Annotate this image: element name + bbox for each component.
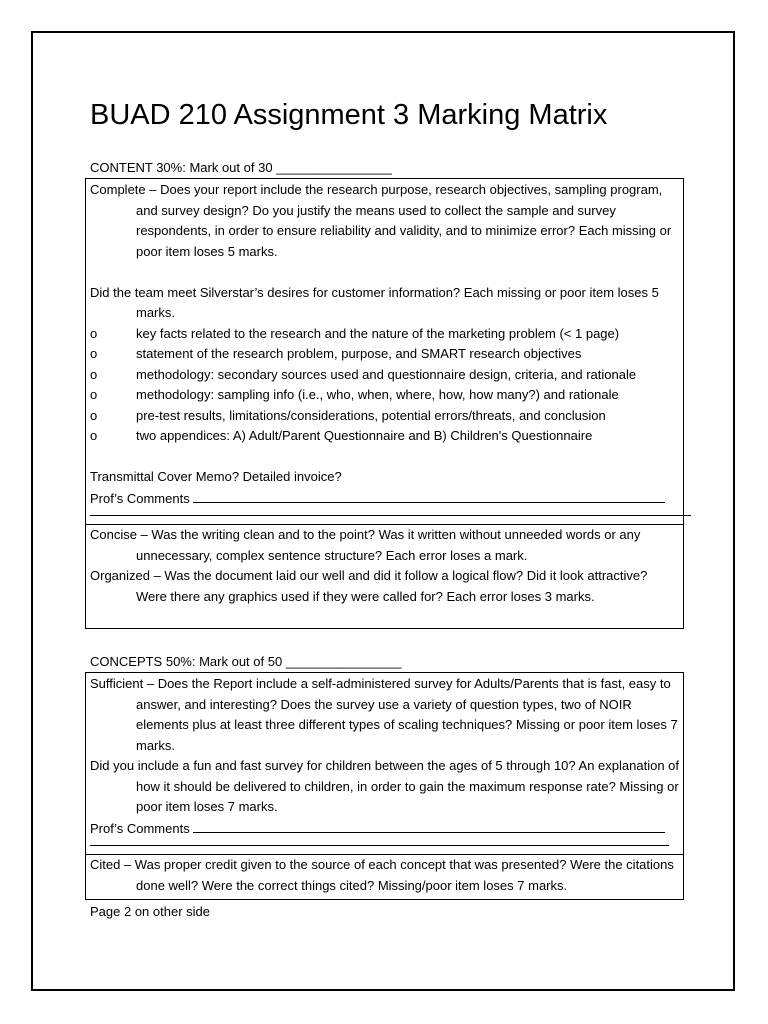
children-survey-criterion: Did you include a fun and fast survey for children between the ages of 5 through 10? An explanation of how it should be delivered to children, in order to gain the maximum response rate? Missing or poor item loses 7 marks.	[90, 758, 680, 814]
sufficient-criterion: Sufficient – Does the Report include a self-administered survey for Adults/Parents that is fast, easy to answer, and interesting? Does the survey use a variety of question types, two of NOIR elements plus at least three different types of scaling techniques? Missing or poor item loses 7 marks.	[90, 676, 678, 753]
bullet-item: o pre-test results, limitations/considerations, potential errors/threats, and conclusion	[90, 407, 606, 423]
content-section-label	[90, 158, 392, 178]
prof-comments-row	[90, 488, 679, 510]
bullet-item: o methodology: secondary sources used and questionnaire design, criteria, and rationale	[90, 366, 637, 382]
content-criteria-box	[85, 178, 684, 629]
memo-criterion: Transmittal Cover Memo? Detailed invoice?	[90, 469, 342, 484]
prof-comments-label: Prof’s Comments	[90, 820, 190, 836]
prof-comments-line[interactable]	[193, 818, 665, 833]
complete-criterion: Complete – Does your report include the research purpose, research objectives, sampling program, and survey design? Do you justify the means used to collect the sample and survey respondents, in order to ensure reliability and validity, and to minimize error? Each missing or poor item loses 5 marks.	[90, 182, 672, 259]
concepts-label-text: CONCEPTS 50%: Mark out of 50	[90, 654, 283, 669]
prof-comments-label: Prof’s Comments	[90, 490, 190, 506]
bullet-item: o statement of the research problem, purpose, and SMART research objectives	[90, 346, 582, 361]
page-footer: Page 2 on other side	[90, 904, 210, 919]
concepts-section-label	[90, 652, 402, 672]
cited-criterion: Cited – Was proper credit given to the source of each concept that was presented? Were the citations done well? Were the correct things cited? Missing/poor item loses 7 marks.	[90, 857, 674, 893]
bullet-item: o methodology: sampling info (i.e., who, when, where, how, how many?) and rationale	[90, 387, 619, 402]
page-title: BUAD 210 Assignment 3 Marking Matrix	[90, 99, 608, 131]
silverstar-criterion: Did the team meet Silverstar’s desires for customer information? Each missing or poor item loses 5 marks.	[90, 284, 659, 320]
bullet-item: o two appendices: A) Adult/Parent Questionnaire and B) Children's Questionnaire	[90, 428, 593, 443]
content-label-text: CONTENT 30%: Mark out of 30	[90, 160, 273, 175]
prof-comments-line[interactable]	[193, 488, 665, 503]
prof-comments-row	[90, 818, 679, 840]
organized-criterion: Organized – Was the document laid our well and did it follow a logical flow? Did it look attractive? Were there any graphics used if they were called for? Each error loses 3 marks.	[90, 568, 648, 604]
concepts-score-blank: ________________	[285, 654, 402, 669]
bullet-item: o key facts related to the research and the nature of the marketing problem (< 1 page)	[90, 325, 620, 341]
concise-criterion: Concise – Was the writing clean and to the point? Was it written without unneeded words or any unnecessary, complex sentence structure? Each error loses a mark.	[90, 527, 641, 563]
content-score-blank: ________________	[276, 160, 392, 175]
concepts-criteria-box	[85, 672, 684, 900]
